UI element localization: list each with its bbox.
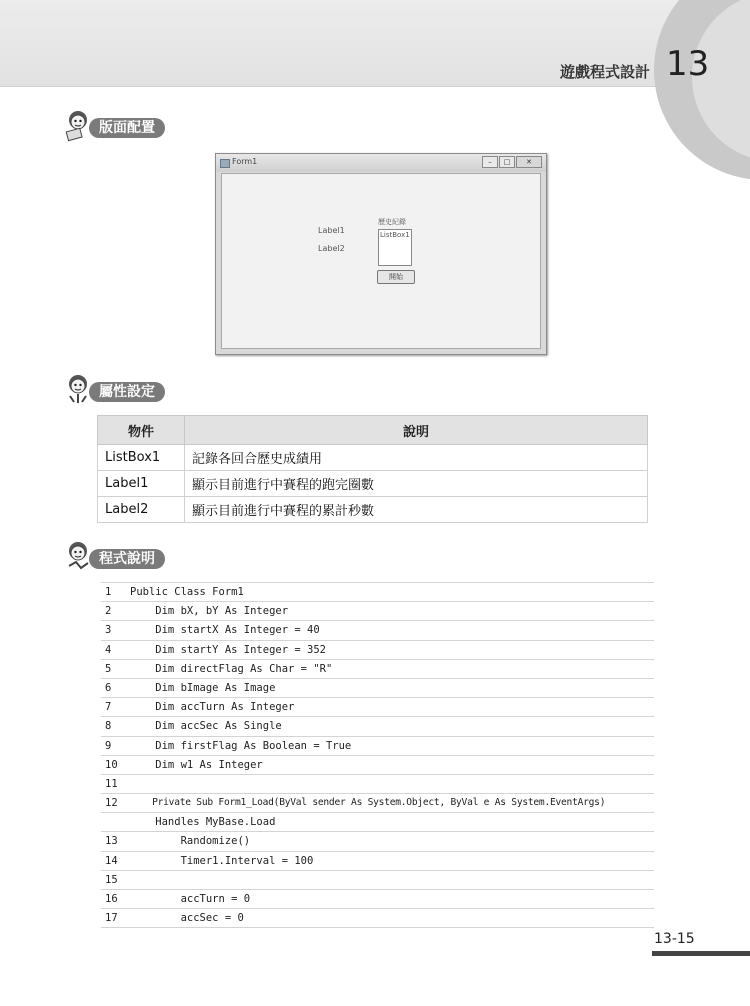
section-title-layout: 版面配置: [89, 118, 165, 138]
code-line: [101, 813, 654, 832]
form-label2: Label2: [318, 244, 345, 253]
code-text: Dim accSec As Single: [130, 720, 282, 733]
minimize-icon: –: [482, 156, 498, 168]
code-text: Randomize(): [130, 835, 251, 848]
code-text: Dim startY As Integer = 352: [130, 643, 326, 656]
table-header-row: [98, 416, 648, 445]
form-titlebar: [216, 154, 546, 172]
code-text: Dim firstFlag As Boolean = True: [130, 739, 352, 752]
form-client-area: [221, 173, 541, 349]
line-number: 5: [105, 662, 112, 675]
line-number: 3: [105, 624, 112, 637]
object-cell: Label1: [98, 471, 185, 497]
maximize-icon: □: [499, 156, 515, 168]
code-text: Timer1.Interval = 100: [130, 854, 314, 867]
description-cell: 記錄各回合歷史成績用: [185, 445, 648, 471]
chapter-number: 13: [666, 44, 710, 84]
line-number: 12: [105, 797, 118, 810]
table-row: [98, 445, 648, 471]
description-cell: 顯示目前進行中賽程的累計秒數: [185, 497, 648, 523]
object-cell: Label2: [98, 497, 185, 523]
code-line: [101, 852, 654, 871]
line-number: 7: [105, 701, 112, 714]
code-text: Dim startX As Integer = 40: [130, 624, 320, 637]
footer-rule: [652, 951, 750, 956]
property-table: [97, 415, 648, 523]
form-app-icon: [220, 159, 230, 168]
line-number: 6: [105, 681, 112, 694]
line-number: 9: [105, 739, 112, 752]
form-label1: Label1: [318, 226, 345, 235]
code-text: accSec = 0: [130, 912, 244, 925]
code-line: [101, 582, 654, 602]
form-history-label: 歷史紀錄: [378, 218, 406, 226]
column-header-description: 說明: [185, 416, 648, 445]
code-text: Dim w1 As Integer: [130, 758, 263, 771]
object-cell: ListBox1: [98, 445, 185, 471]
code-text: Dim bX, bY As Integer: [130, 605, 289, 618]
code-text: Dim accTurn As Integer: [130, 701, 295, 714]
line-number: 2: [105, 605, 112, 618]
line-number: 4: [105, 643, 112, 656]
section-title-program: 程式說明: [89, 549, 165, 569]
code-text: Handles MyBase.Load: [130, 816, 276, 829]
code-line: [101, 871, 654, 890]
code-listing: [101, 582, 654, 928]
code-line: [101, 794, 654, 813]
running-head-title: 遊戲程式設計: [559, 63, 650, 81]
close-icon: ✕: [516, 156, 542, 168]
form-listbox1: ListBox1: [378, 229, 412, 266]
section-title-properties: 屬性設定: [89, 382, 165, 402]
form-title: Form1: [232, 157, 258, 166]
code-line: [101, 756, 654, 775]
line-number: 16: [105, 893, 118, 905]
form-designer-screenshot: [215, 153, 547, 355]
code-line: [101, 890, 654, 909]
column-header-object: 物件: [98, 416, 185, 445]
code-line: [101, 832, 654, 851]
line-number: 1: [105, 586, 112, 598]
code-text: Private Sub Form1_Load(ByVal sender As System.Object, ByVal e As System.EventArgs): [130, 797, 606, 809]
table-row: [98, 497, 648, 523]
table-row: [98, 471, 648, 497]
code-line: [101, 602, 654, 621]
description-cell: 顯示目前進行中賽程的跑完圈數: [185, 471, 648, 497]
code-text: Public Class Form1: [130, 586, 244, 598]
code-line: [101, 698, 654, 717]
line-number: 8: [105, 720, 112, 733]
code-line: [101, 717, 654, 736]
line-number: 17: [105, 912, 118, 925]
code-line: [101, 641, 654, 660]
page-number: 13-15: [654, 931, 695, 947]
line-number: 14: [105, 854, 118, 867]
code-line: [101, 621, 654, 640]
line-number: 11: [105, 777, 118, 790]
line-number: 10: [105, 758, 118, 771]
code-text: Dim directFlag As Char = "R": [130, 662, 333, 675]
line-number: 15: [105, 873, 118, 886]
code-line: [101, 660, 654, 679]
line-number: 13: [105, 835, 118, 848]
code-line: [101, 737, 654, 756]
code-text: Dim bImage As Image: [130, 681, 276, 694]
code-line: [101, 909, 654, 928]
code-text: accTurn = 0: [130, 893, 251, 905]
form-start-button: 開始: [377, 270, 415, 284]
code-line: [101, 679, 654, 698]
code-line: [101, 775, 654, 794]
